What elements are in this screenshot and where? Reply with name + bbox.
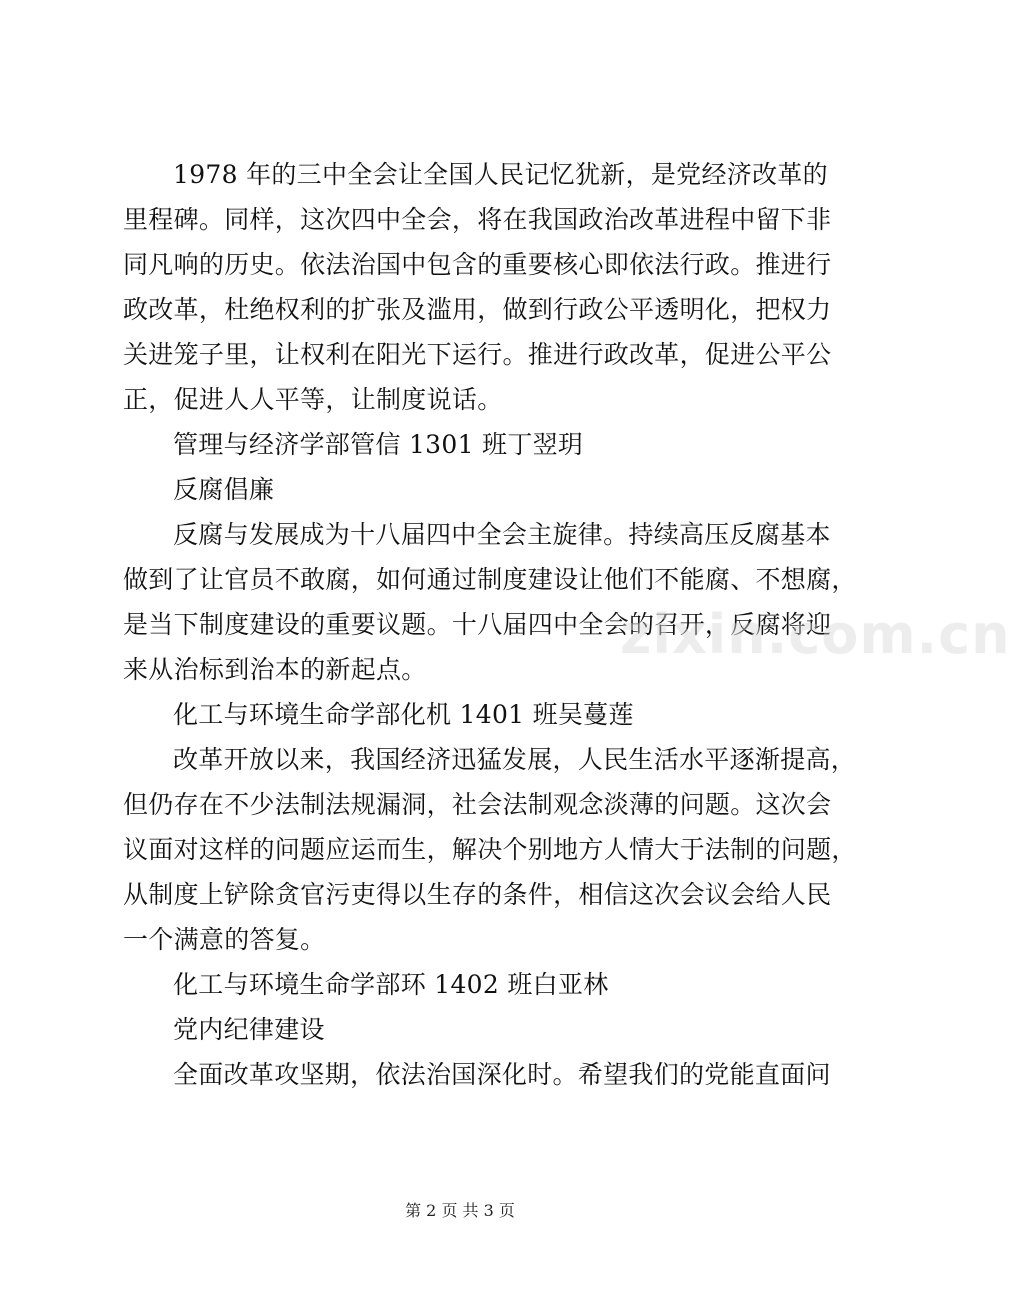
text-line: 反腐倡廉 (173, 475, 275, 504)
text-line: 管理与经济学部管信 1301 班丁翌玥 (173, 430, 584, 459)
text-line: 议面对这样的问题应运而生，解决个别地方人情大于法制的问题， (123, 835, 857, 864)
text-line: 化工与环境生命学部化机 1401 班吴蔓莲 (173, 700, 634, 729)
text-line: 改革开放以来，我国经济迅猛发展，人民生活水平逐渐提高， (173, 745, 857, 774)
text-line: 从制度上铲除贪官污吏得以生存的条件，相信这次会议会给人民 (123, 880, 832, 909)
text-line: 反腐与发展成为十八届四中全会主旋律。持续高压反腐基本 (173, 520, 831, 549)
text-line: 党内纪律建设 (173, 1015, 325, 1044)
text-line: 1978 年的三中全会让全国人民记忆犹新，是党经济改革的 (173, 160, 828, 189)
text-line: 同凡响的历史。依法治国中包含的重要核心即依法行政。推进行 (123, 250, 832, 279)
text-line: 正，促进人人平等，让制度说话。 (123, 385, 503, 414)
watermark: zixin.com.cn (620, 603, 1011, 666)
text-line: 一个满意的答复。 (123, 925, 326, 954)
text-line: 全面改革攻坚期，依法治国深化时。希望我们的党能直面问 (173, 1060, 831, 1089)
text-line: 政改革，杜绝权利的扩张及滥用，做到行政公平透明化，把权力 (123, 295, 832, 324)
text-line: 关进笼子里，让权利在阳光下运行。推进行政改革，促进公平公 (123, 340, 832, 369)
page-footer: 第 2 页 共 3 页 (405, 1201, 515, 1220)
text-line: 是当下制度建设的重要议题。十八届四中全会的召开，反腐将迎 (123, 610, 832, 639)
text-line: 里程碑。同样，这次四中全会，将在我国政治改革进程中留下非 (123, 205, 832, 234)
text-line: 但仍存在不少法制法规漏洞，社会法制观念淡薄的问题。这次会 (123, 790, 832, 819)
text-line: 做到了让官员不敢腐，如何通过制度建设让他们不能腐、不想腐， (123, 565, 857, 594)
text-line: 来从治标到治本的新起点。 (123, 655, 427, 684)
text-line: 化工与环境生命学部环 1402 班白亚林 (173, 970, 609, 999)
